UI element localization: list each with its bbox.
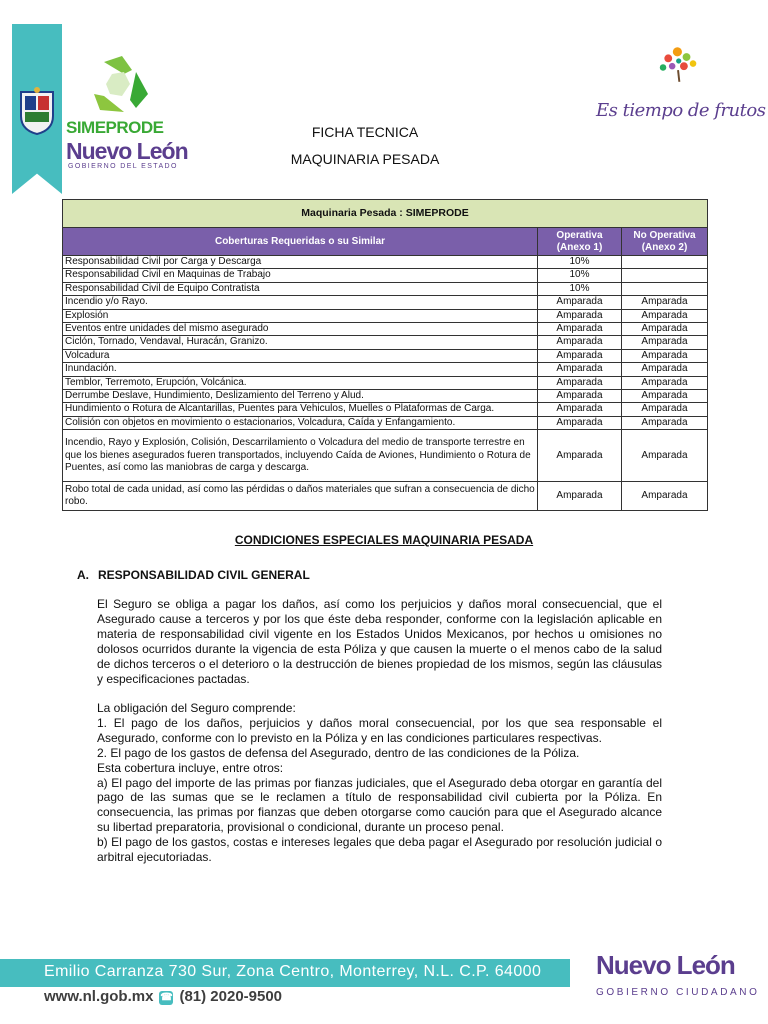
table-row	[63, 403, 708, 416]
operativa-cell: Amparada	[538, 336, 622, 349]
table-row	[63, 363, 708, 376]
footer-address: Emilio Carranza 730 Sur, Zona Centro, Monterrey, N.L. C.P. 64000	[44, 963, 542, 980]
column-header-operativa: Operativa (Anexo 1)	[538, 228, 622, 256]
document-title	[250, 119, 480, 173]
table-row	[63, 349, 708, 362]
slogan-text: Es tiempo de frutos	[596, 100, 766, 121]
coverage-label-cell: Responsabilidad Civil de Equipo Contratista	[63, 282, 538, 295]
no-operativa-cell	[622, 269, 708, 282]
coverage-label-cell: Explosión	[63, 309, 538, 322]
state-coat-of-arms-icon	[17, 86, 57, 136]
no-operativa-cell: Amparada	[622, 296, 708, 309]
table-row	[63, 296, 708, 309]
footer-brand-logo: Nuevo León	[596, 950, 735, 980]
title-line-2: MAQUINARIA PESADA	[290, 151, 440, 167]
no-operativa-cell: Amparada	[622, 403, 708, 416]
coverage-label-cell: Colisión con objetos en movimiento o estacionarios, Volcadura, Caída y Enfangamiento.	[63, 416, 538, 429]
operativa-cell: Amparada	[538, 482, 622, 511]
section-a-paragraph: El Seguro se obliga a pagar los daños, así como los perjuicios y daños moral consecuencial, que el Asegurado cause a terceros y por los que éste deba responder, conforme con la legislación aplicable en materia de responsabilidad civil vigente en los Estados Unidos Mexicanos, por hechos u omisiones no dolosos ocurridos durante la vigencia de esta Póliza y que causen la muerte o el menos cabo de la salud de dichos terceros o el deterioro o la destrucción de bienes propiedad de los mismos, según las cláusulas y especificaciones pactadas.	[97, 597, 662, 686]
table-row	[63, 482, 708, 511]
obligation-line: a) El pago del importe de las primas por fianzas judiciales, que el Asegurado deba otorgar en garantía del pago de las sumas que se le reclamen a título de responsabilidad civil cubierta por la Póliza. En consecuencia, las primas por fianzas que deben otorgarse como caución para que el Asegurado alcance su libertad preparatoria, provisional o condicional, durante un proceso penal.	[97, 775, 662, 835]
footer-brand-subtitle: GOBIERNO CIUDADANO	[596, 987, 760, 998]
no-operativa-cell: Amparada	[622, 323, 708, 336]
simeprode-logo-text: SIMEPRODE	[66, 118, 164, 137]
table-row	[63, 269, 708, 282]
nuevo-leon-logo-text: Nuevo León	[66, 138, 188, 164]
fruit-tree-icon	[600, 44, 760, 104]
operativa-cell: Amparada	[538, 323, 622, 336]
nuevo-leon-logo-subtitle: GOBIERNO DEL ESTADO	[68, 163, 178, 170]
coverage-label-cell: Ciclón, Tornado, Vendaval, Huracán, Granizo.	[63, 336, 538, 349]
table-row	[63, 416, 708, 429]
section-a-obligations	[97, 701, 662, 865]
no-operativa-cell: Amparada	[622, 430, 708, 482]
table-row	[63, 309, 708, 322]
operativa-cell: Amparada	[538, 349, 622, 362]
obligation-line: 2. El pago de los gastos de defensa del Asegurado, dentro de las condiciones de la Póliza.	[97, 745, 580, 760]
obligation-line: 1. El pago de los daños, perjuicios y daños moral consecuencial, por los que sea responsable el Asegurado, conforme con lo previsto en la Póliza y en las condiciones particulares respectivas.	[97, 715, 662, 745]
section-title: CONDICIONES ESPECIALES MAQUINARIA PESADA	[234, 533, 534, 547]
coverage-label-cell: Robo total de cada unidad, así como las pérdidas o daños materiales que sufran a consecuencia de dicho robo.	[63, 482, 538, 511]
column-header-coverage: Coberturas Requeridas o su Similar	[63, 228, 538, 256]
operativa-cell: Amparada	[538, 403, 622, 416]
coverage-rows	[63, 256, 708, 511]
table-row	[63, 256, 708, 269]
table-row	[63, 323, 708, 336]
column-header-no-operativa: No Operativa (Anexo 2)	[622, 228, 708, 256]
operativa-cell: Amparada	[538, 309, 622, 322]
coverage-label-cell: Temblor, Terremoto, Erupción, Volcánica.	[63, 376, 538, 389]
coverage-label-cell: Incendio y/o Rayo.	[63, 296, 538, 309]
operativa-cell: Amparada	[538, 430, 622, 482]
table-row	[63, 282, 708, 295]
operativa-cell: Amparada	[538, 363, 622, 376]
table-row	[63, 430, 708, 482]
section-a-heading	[77, 568, 310, 582]
coverage-label-cell: Volcadura	[63, 349, 538, 362]
no-operativa-cell: Amparada	[622, 390, 708, 403]
operativa-cell: 10%	[538, 256, 622, 269]
footer-phone[interactable]: (81) 2020-9500	[179, 988, 283, 1005]
no-operativa-cell	[622, 256, 708, 269]
obligation-line: La obligación del Seguro comprende:	[97, 701, 296, 715]
coverage-label-cell: Responsabilidad Civil en Maquinas de Trabajo	[63, 269, 538, 282]
operativa-cell: Amparada	[538, 416, 622, 429]
table-row	[63, 390, 708, 403]
table-row	[63, 376, 708, 389]
no-operativa-cell: Amparada	[622, 363, 708, 376]
footer-website-link[interactable]: www.nl.gob.mx	[44, 988, 154, 1005]
table-row	[63, 336, 708, 349]
title-line-1: FICHA TECNICA	[311, 124, 419, 140]
simeprode-recycle-icon	[66, 50, 178, 120]
coverage-label-cell: Derrumbe Deslave, Hundimiento, Deslizamiento del Terreno y Alud.	[63, 390, 538, 403]
coverage-label-cell: Eventos entre unidades del mismo asegurado	[63, 323, 538, 336]
coverage-label-cell: Inundación.	[63, 363, 538, 376]
no-operativa-cell: Amparada	[622, 482, 708, 511]
no-operativa-cell	[622, 282, 708, 295]
section-a-letter: A.	[77, 568, 89, 582]
phone-icon: ☎	[160, 992, 173, 1003]
no-operativa-cell: Amparada	[622, 309, 708, 322]
footer-contact	[44, 988, 282, 1005]
no-operativa-cell: Amparada	[622, 349, 708, 362]
operativa-cell: 10%	[538, 282, 622, 295]
obligation-line: Esta cobertura incluye, entre otros:	[97, 760, 284, 775]
coverage-label-cell: Hundimiento o Rotura de Alcantarillas, Puentes para Vehiculos, Muelles o Plataformas de Carga.	[63, 403, 538, 416]
coverage-label-cell: Incendio, Rayo y Explosión, Colisión, Descarrilamiento o Volcadura del medio de transporte terrestre en que los bienes asegurados fueren transportados, incluyendo Caída de Aviones, Hundimiento o Rotura de Puentes, así como las maniobras de carga y descarga.	[63, 430, 538, 482]
operativa-cell: Amparada	[538, 296, 622, 309]
operativa-cell: Amparada	[538, 390, 622, 403]
no-operativa-cell: Amparada	[622, 336, 708, 349]
operativa-cell: 10%	[538, 269, 622, 282]
operativa-cell: Amparada	[538, 376, 622, 389]
section-a-title: RESPONSABILIDAD CIVIL GENERAL	[98, 568, 310, 582]
no-operativa-cell: Amparada	[622, 376, 708, 389]
table-caption: Maquinaria Pesada : SIMEPRODE	[63, 200, 708, 228]
obligation-line: b) El pago de los gastos, costas e intereses legales que deba pagar el Asegurado por resolución judicial o arbitral ejecutoriadas.	[97, 835, 662, 865]
coverage-table	[62, 199, 708, 511]
coverage-label-cell: Responsabilidad Civil por Carga y Descarga	[63, 256, 538, 269]
no-operativa-cell: Amparada	[622, 416, 708, 429]
